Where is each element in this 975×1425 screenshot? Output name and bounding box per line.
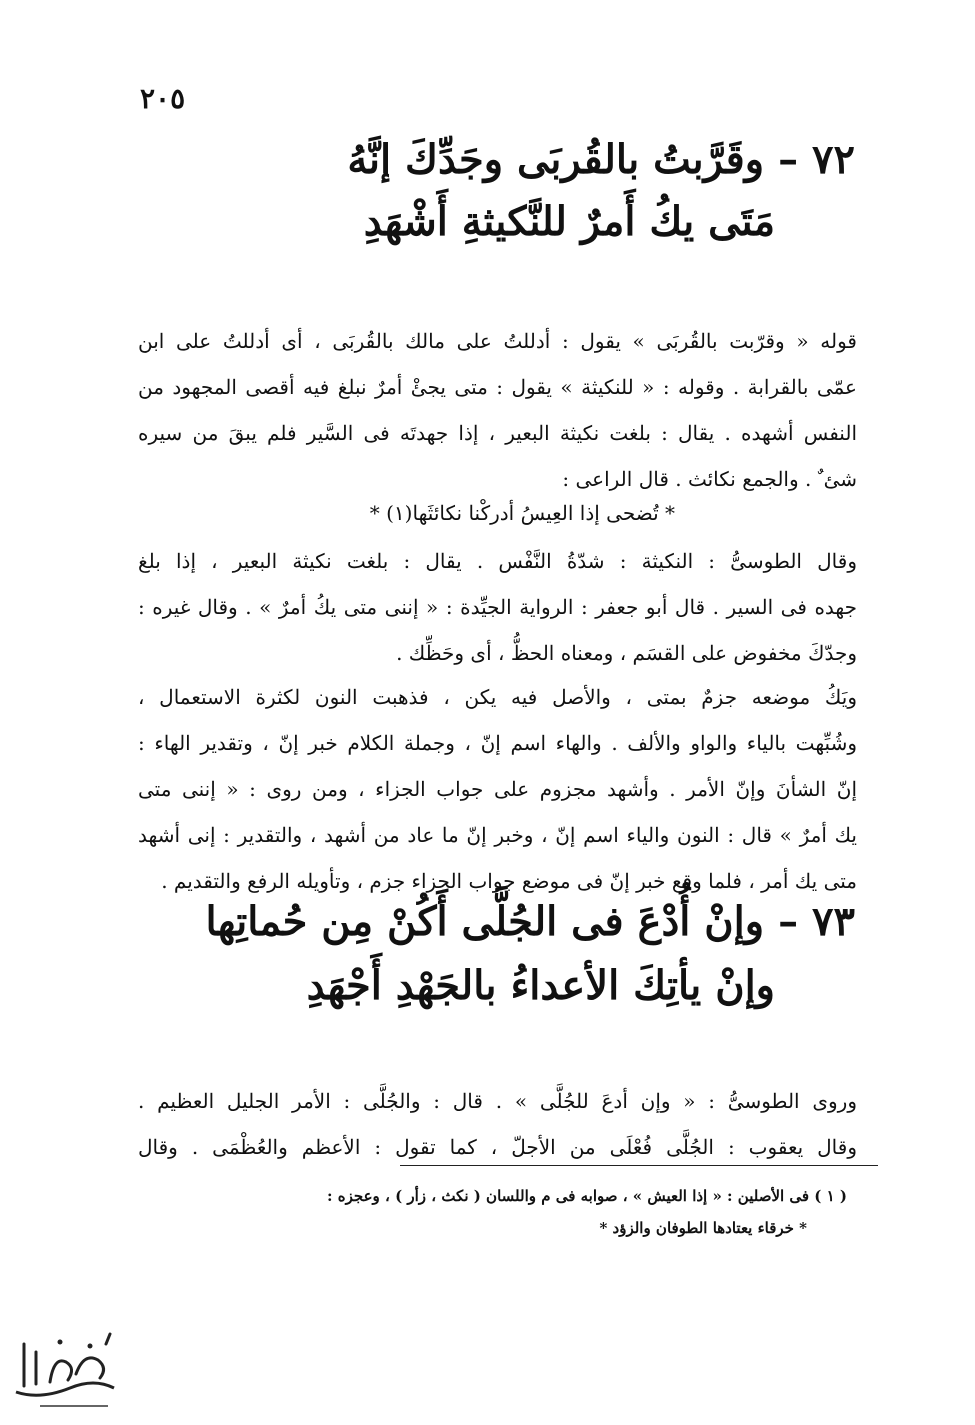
footnote-verse: * خرقاء يعتادها الطوفان والزؤد * (599, 1219, 807, 1237)
footnote (327, 1180, 847, 1244)
verse-72-line-1 (347, 136, 855, 184)
paragraph-line: ويَكُ موضعه جزمٌ بمتى ، والأصل فيه يكن ، فذهبت النون لكثرة الاستعمال ، (138, 685, 857, 709)
verse-73-line-2: وإنْ يأتِكَ الأعداءُ بالجَهْدِ أَجْهَدِ (306, 962, 775, 1009)
poem-citation: * تُضحى إذا العِيسُ أدركْنا نكائثَها(١) * (369, 501, 675, 525)
page-number: ٢٠٥ (140, 82, 186, 115)
paragraph-line: وقال الطوسىُّ : النكيثة : شدّةُ النَّفْس . يقال : بلغت نكيثة البعير ، إذا بلغ (138, 549, 857, 573)
paragraph-line: شئ ٌ . والجمع نكائث . قال الراعى : (562, 467, 857, 491)
verse-73-line-1 (206, 898, 856, 946)
paragraph-line: وجدّكَ مخفوض على القسَم ، ومعناه الحظُّ ، أى وحَظِّك . (396, 641, 857, 665)
commentary-paragraph-4 (138, 1078, 857, 1170)
paragraph-line: قوله « وقرّبت بالقُربَى » يقول : أدللتُ على مالك بالقُربَى ، أى أدللتُ على ابن (138, 329, 857, 353)
commentary-paragraph-3 (138, 674, 857, 904)
calligraphy-stamp-icon (10, 1322, 122, 1412)
verse-73-text-1: وإنْ أُدْعَ فى الجُلَّى أَكُنْ مِن حُماتِها (205, 898, 765, 945)
paragraph-line: عمّى بالقرابة . وقوله : « للنكيثة » يقول : متى يجئْ أمرٌ نبلغ فيه أقصى المجهود من (138, 375, 857, 399)
paragraph-line: وروى الطوسىُّ : « وإن أدعَ للجُلَّى » . قال : والجُلَّى : الأمر الجليل العظيم . (138, 1089, 857, 1113)
footnote-line: ( ١ ) فى الأصلين : « إذا العيش » ، صوابه فى م واللسان ( نكث ، زأر ) ، وعجزه : (327, 1187, 847, 1205)
paragraph-line: جهده فى السير . قال أبو جعفر : الرواية الجيِّدة : « إننى متى يكُ أمرٌ » . وقال غيره : (138, 595, 857, 619)
verse-72-line-2: مَتَى يكُ أَمرٌ للنَّكيثةِ أَشْهَدِ (363, 198, 775, 245)
footnote-divider (400, 1165, 878, 1166)
paragraph-line: وشُبِّهت بالياء والواو والألف . والهاء اسم إنّ ، وجملة الكلام خبر إنّ ، وتقدير الهاء : (138, 731, 857, 755)
verse-72-number: ٧٢ – (778, 136, 855, 183)
paragraph-line: يك أمرٌ » قال : النون والياء اسم إنّ ، وخبر إنّ ما عاد من أشهد ، والتقدير : إنى أشهد (138, 823, 857, 847)
paragraph-line: إنّ الشأنَ وإنّ الأمر . وأشهد مجزوم على جواب الجزاء ، ومن روى : « إننى متى (138, 777, 857, 801)
verse-73-number: ٧٣ – (778, 898, 855, 945)
verse-72-text-1: وقَرَّبتُ بالقُربَى وجَدِّكَ إنَّهُ (347, 136, 765, 183)
commentary-paragraph-2 (138, 538, 857, 676)
paragraph-line: النفس أشهده . يقال : بلغت نكيثة البعير ، إذا جهدتَه فى السَّير فلم يبقَ من سيره (138, 421, 857, 445)
commentary-paragraph-1 (138, 318, 857, 502)
paragraph-line: وقال يعقوب : الجُلَّى فُعْلَى من الأجلّ ، كما تقول : الأعظم والعُظْمَى . وقال (138, 1135, 857, 1159)
paragraph-line: متى يك أمر ، فلما وقع خبر إنّ فى موضع جواب الجزاء جزم ، وتأويله الرفع والتقديم . (161, 869, 857, 893)
